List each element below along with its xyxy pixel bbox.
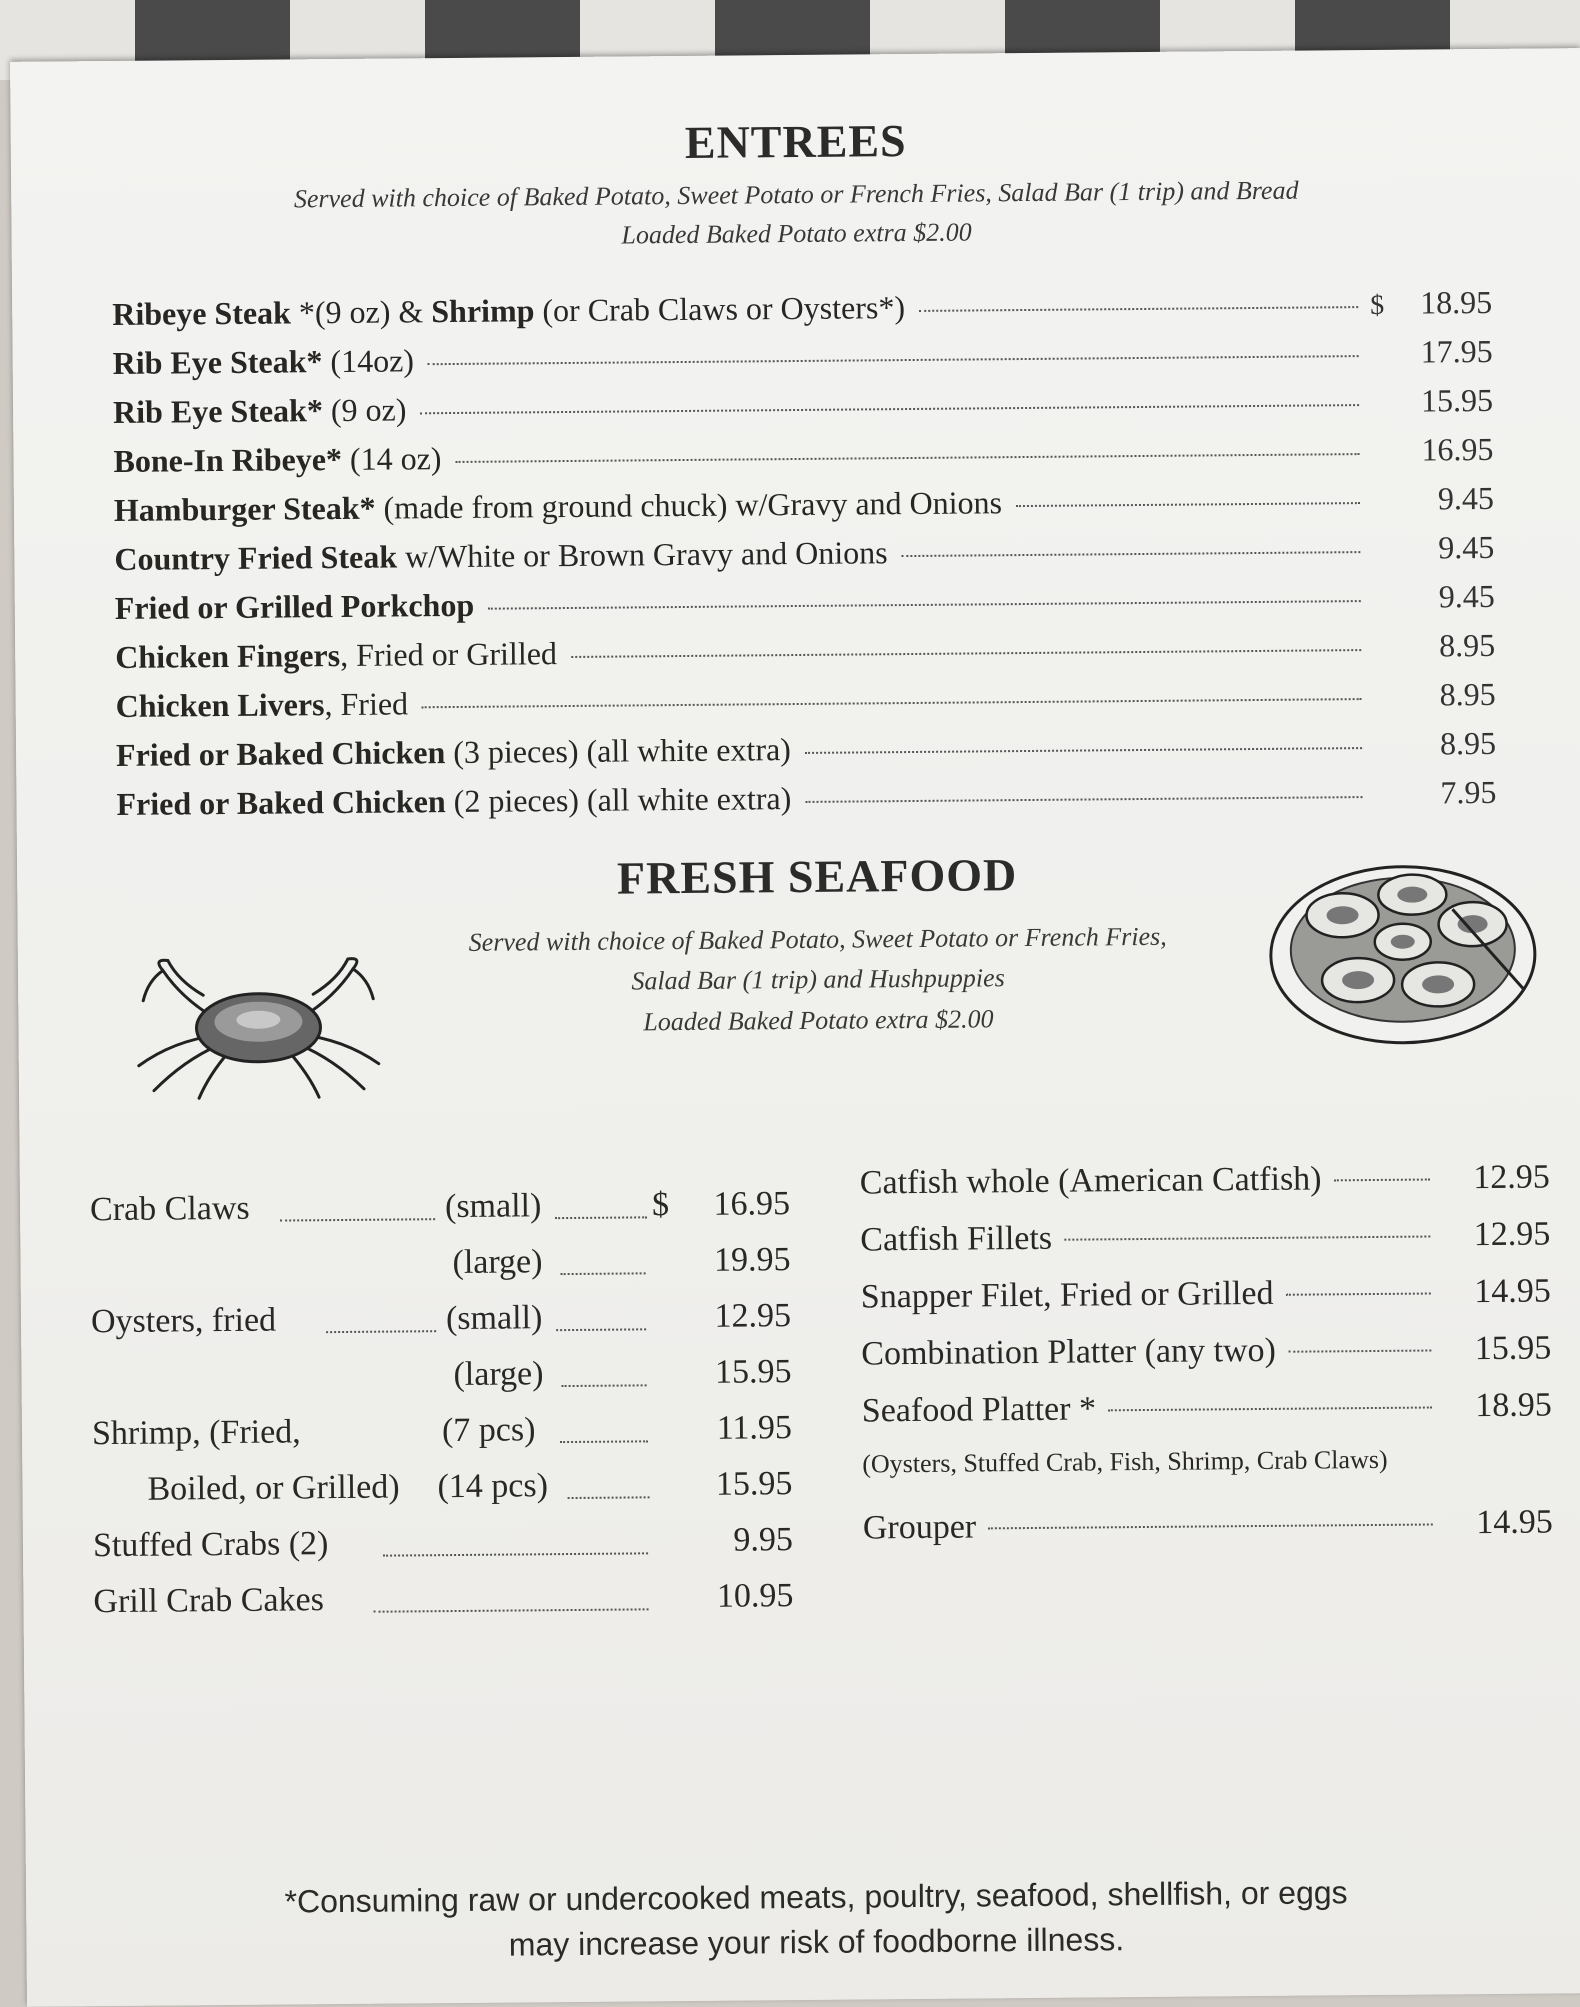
dot-leader [1285, 1292, 1430, 1295]
list-item [93, 1577, 793, 1639]
list-item [861, 1329, 1551, 1392]
item-size: (7 pcs) [442, 1411, 536, 1450]
dot-leader [420, 404, 1359, 414]
currency-symbol: $ [652, 1186, 669, 1224]
item-price: 8.95 [1395, 676, 1495, 714]
seafood-platter-note [862, 1443, 1552, 1509]
dot-leader [919, 306, 1358, 312]
item-name: Boiled, or Grilled) [147, 1469, 399, 1509]
dot-leader [455, 453, 1359, 463]
list-item [91, 1297, 791, 1359]
list-item [90, 1241, 790, 1303]
item-name: Crab Claws [90, 1190, 250, 1229]
item-price: 7.95 [1396, 774, 1496, 812]
dot-leader [1064, 1236, 1430, 1241]
item-name: Fried or Baked Chicken (2 pieces) (all white extra) [116, 780, 791, 823]
list-item [860, 1215, 1550, 1278]
item-size: (small) [445, 1187, 542, 1226]
item-size: (large) [452, 1243, 542, 1282]
seafood-subtitle-line3: Loaded Baked Potato extra $2.00 [418, 997, 1218, 1044]
list-item [860, 1158, 1550, 1221]
oyster-platter-illustration [1262, 849, 1544, 1051]
entrees-subtitle [161, 169, 1432, 258]
dot-leader [1334, 1179, 1430, 1182]
entrees-list [112, 284, 1497, 835]
item-name: Chicken Livers, Fried [115, 685, 408, 725]
item-name: Chicken Fingers, Fried or Grilled [115, 635, 557, 676]
seafood-subtitle-line2: Salad Bar (1 trip) and Hushpuppies [418, 957, 1218, 1004]
item-price: 18.95 [1392, 284, 1492, 322]
item-price: 10.95 [693, 1577, 793, 1616]
item-price: 9.95 [693, 1521, 793, 1560]
dot-leader [568, 1496, 650, 1499]
item-price: 14.95 [1441, 1272, 1551, 1311]
entrees-heading: ENTREES [11, 108, 1580, 175]
currency-symbol: $ [1370, 290, 1392, 322]
item-price: 14.95 [1443, 1503, 1553, 1542]
dot-leader [805, 747, 1362, 754]
item-price: 17.95 [1392, 333, 1492, 371]
notice-line2: may increase your risk of foodborne illness. [226, 1915, 1406, 1970]
item-price: 16.95 [690, 1185, 790, 1224]
menu-page [10, 48, 1580, 2007]
dot-leader [555, 1216, 647, 1219]
seafood-left-list [90, 1185, 794, 1639]
item-name: Grouper [863, 1508, 977, 1547]
list-item [862, 1386, 1552, 1449]
seafood-right-list [860, 1158, 1553, 1566]
item-size: (14 pcs) [437, 1467, 548, 1506]
item-price: 15.95 [691, 1353, 791, 1392]
item-price: 9.45 [1394, 480, 1494, 518]
item-name: Stuffed Crabs (2) [93, 1525, 329, 1565]
dot-leader [902, 551, 1361, 557]
dot-leader [488, 600, 1361, 610]
item-name: Country Fried Steak w/White or Brown Gravy and Onions [114, 534, 888, 578]
item-name: Fried or Baked Chicken (3 pieces) (all white extra) [116, 731, 791, 774]
dot-leader [326, 1330, 436, 1333]
seafood-subtitle [418, 916, 1219, 1044]
dot-leader [1108, 1406, 1432, 1411]
item-price: 12.95 [691, 1297, 791, 1336]
dot-leader [280, 1218, 435, 1221]
dot-leader [560, 1440, 648, 1443]
item-name: Shrimp, (Fried, [92, 1413, 301, 1453]
seafood-heading: FRESH SEAFOOD [437, 847, 1197, 907]
dot-leader [805, 796, 1362, 803]
item-price: 11.95 [692, 1409, 792, 1448]
item-price: 15.95 [692, 1465, 792, 1504]
note-text: (Oysters, Stuffed Crab, Fish, Shrimp, Crab Claws) [862, 1445, 1388, 1480]
item-name: Bone-In Ribeye* (14 oz) [113, 440, 441, 480]
dot-leader [571, 649, 1361, 658]
item-price: 12.95 [1440, 1215, 1550, 1254]
list-item [861, 1272, 1551, 1335]
dot-leader [1288, 1349, 1431, 1352]
item-name: Hamburger Steak* (made from ground chuck) w/Gravy and Onions [114, 484, 1002, 529]
entrees-subtitle-line1: Served with choice of Baked Potato, Sweet Potato or French Fries, Salad Bar (1 trip) and Bread [161, 169, 1431, 219]
item-name: Catfish whole (American Catfish) [860, 1160, 1322, 1202]
item-size: (small) [446, 1299, 543, 1338]
item-price: 15.95 [1393, 382, 1493, 420]
entrees-subtitle-line2: Loaded Baked Potato extra $2.00 [161, 208, 1431, 258]
item-name: Combination Platter (any two) [861, 1332, 1276, 1374]
dot-leader [562, 1384, 647, 1387]
item-name: Seafood Platter * [862, 1390, 1096, 1430]
dot-leader [422, 698, 1362, 708]
list-item [90, 1185, 790, 1247]
item-name: Snapper Filet, Fried or Grilled [861, 1275, 1274, 1317]
item-price: 8.95 [1395, 627, 1495, 665]
item-name: Fried or Grilled Porkchop [115, 587, 475, 627]
item-price: 16.95 [1393, 431, 1493, 469]
dot-leader [374, 1608, 649, 1612]
notice-line1: *Consuming raw or undercooked meats, poultry, seafood, shellfish, or eggs [226, 1870, 1406, 1925]
list-item [863, 1503, 1553, 1566]
seafood-subtitle-line1: Served with choice of Baked Potato, Sweet Potato or French Fries, [418, 916, 1218, 963]
item-price: 19.95 [690, 1241, 790, 1280]
item-name: Ribeye Steak *(9 oz) & Shrimp (or Crab Claws or Oysters*) [112, 289, 905, 333]
item-price: 12.95 [1440, 1158, 1550, 1197]
foodborne-illness-notice [226, 1870, 1407, 1970]
item-price: 18.95 [1442, 1386, 1552, 1425]
item-price: 9.45 [1394, 529, 1494, 567]
item-price: 9.45 [1395, 578, 1495, 616]
dot-leader [1016, 502, 1360, 507]
item-name: Grill Crab Cakes [93, 1581, 324, 1621]
dot-leader [556, 1328, 646, 1331]
list-item [93, 1521, 793, 1583]
dot-leader [561, 1272, 646, 1275]
crab-illustration [123, 939, 394, 1101]
item-name: Rib Eye Steak* (9 oz) [113, 391, 407, 431]
dot-leader [428, 355, 1359, 365]
item-name: Catfish Fillets [860, 1220, 1052, 1260]
list-item [92, 1465, 792, 1527]
item-price: 15.95 [1441, 1329, 1551, 1368]
item-name: Oysters, fried [91, 1302, 276, 1342]
dot-leader [383, 1552, 648, 1556]
list-item [91, 1353, 791, 1415]
list-item [92, 1409, 792, 1471]
item-name: Rib Eye Steak* (14oz) [113, 342, 415, 382]
dot-leader [988, 1523, 1433, 1529]
item-price: 8.95 [1396, 725, 1496, 763]
item-size: (large) [453, 1355, 543, 1394]
